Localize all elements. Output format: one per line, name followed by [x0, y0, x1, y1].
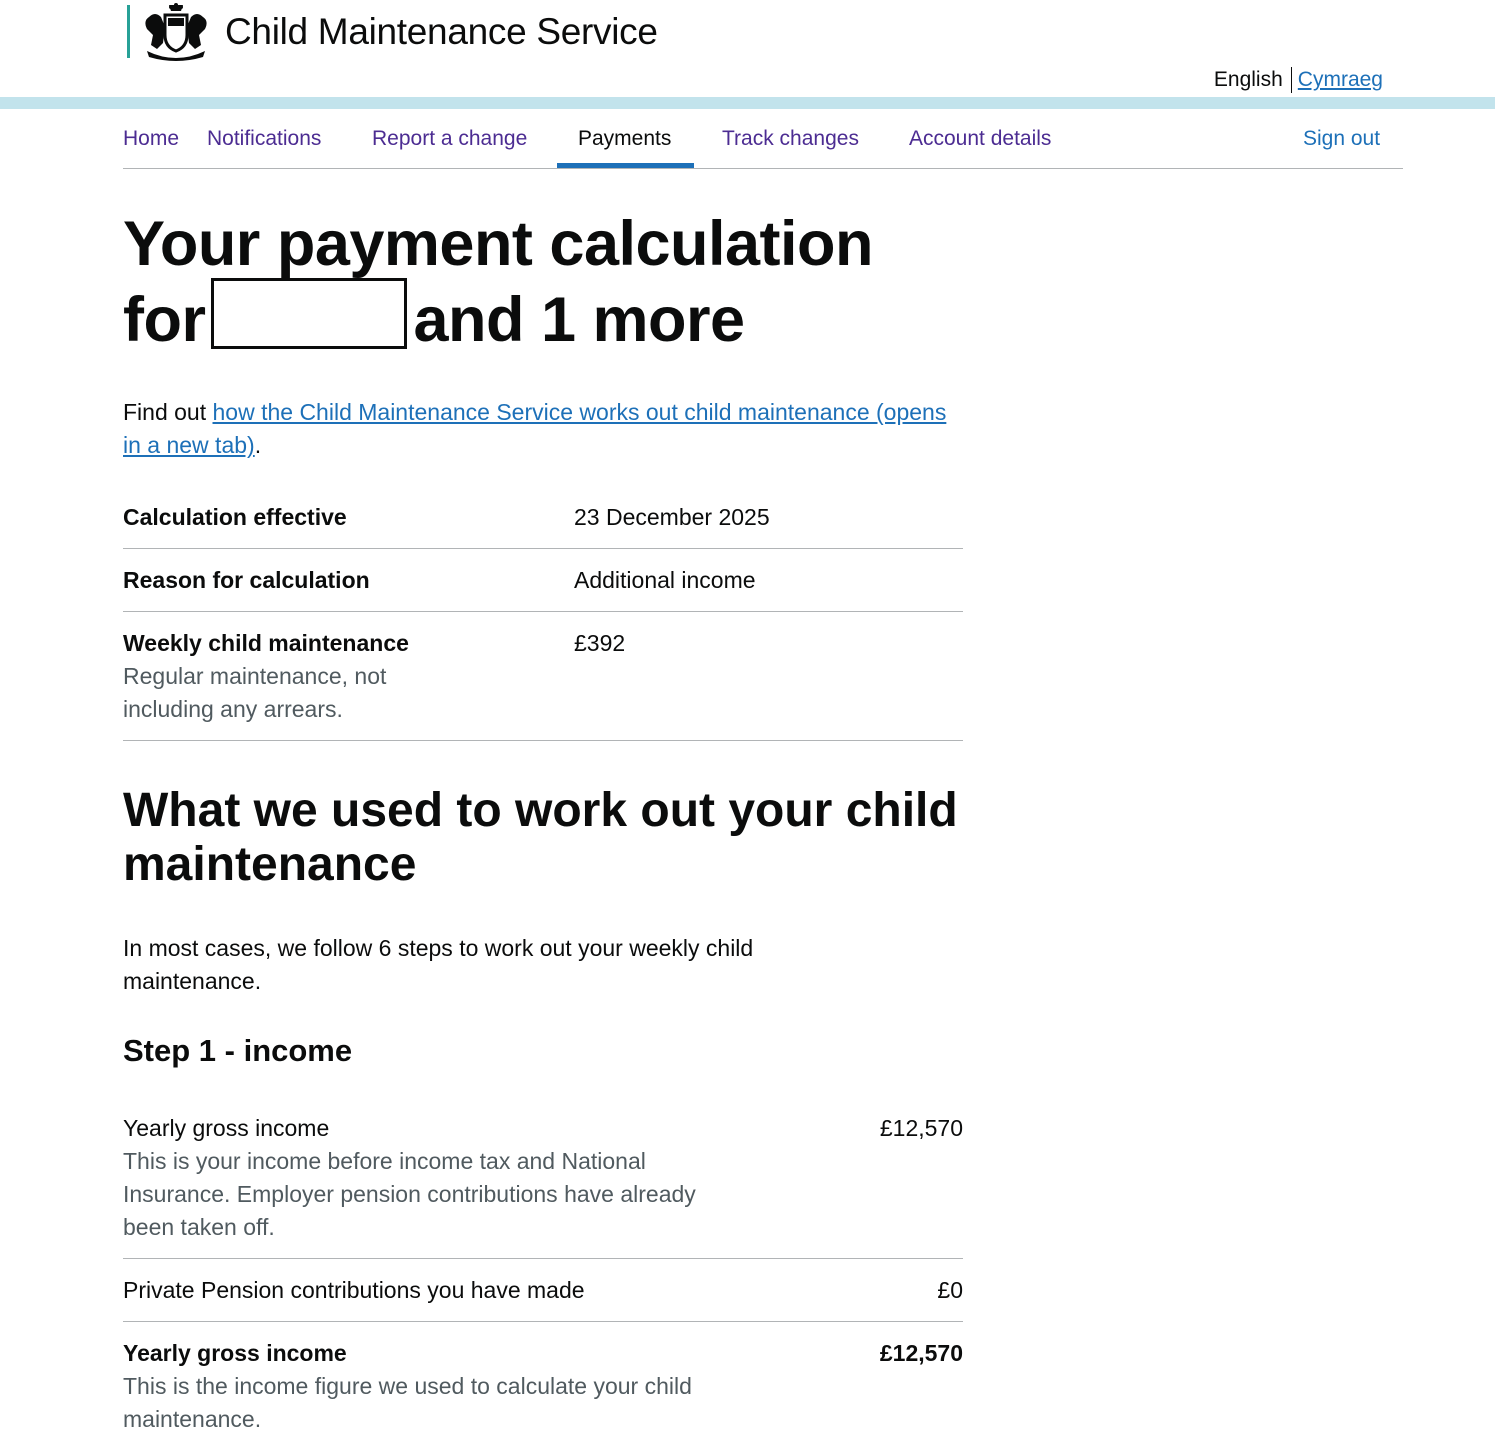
header-stripe [0, 97, 1495, 109]
nav-sign-out[interactable]: Sign out [1303, 127, 1381, 150]
step-value: £12,570 [879, 1115, 963, 1141]
service-name[interactable]: Child Maintenance Service [225, 11, 658, 52]
calculation-guide-link[interactable]: how the Child Maintenance Service works out child maintenance (opens in a new tab) [123, 399, 947, 458]
page-title-tail: and 1 more [413, 285, 745, 355]
nav-payments[interactable]: Payments [578, 127, 672, 150]
summary-key-text: Weekly child maintenance [123, 630, 409, 656]
summary-key [123, 501, 574, 534]
summary-value: 23 December 2025 [574, 504, 770, 530]
section-paragraph: In most cases, we follow 6 steps to work out your weekly child maintenance. [123, 935, 754, 994]
step1-row-yearly-gross-income [123, 1108, 963, 1259]
summary-key [123, 627, 574, 726]
nav-active-indicator [557, 163, 694, 168]
brand-bar [127, 5, 130, 58]
step-key-text: Private Pension contributions you have made [123, 1277, 585, 1303]
intro-prefix: Find out [123, 399, 213, 425]
nav-track-changes[interactable]: Track changes [722, 127, 859, 150]
summary-key [123, 564, 574, 597]
section-heading: What we used to work out your child maintenance [123, 784, 958, 891]
step-key [123, 1337, 723, 1436]
step-hint: This is the income figure we used to calculate your child maintenance. [123, 1373, 692, 1432]
summary-key-text: Reason for calculation [123, 567, 370, 593]
language-welsh-link[interactable]: Cymraeg [1297, 68, 1383, 91]
summary-value: Additional income [574, 567, 756, 593]
step-value: £12,570 [879, 1340, 963, 1366]
step-key [123, 1274, 723, 1307]
intro-suffix: . [254, 432, 262, 458]
primary-navigation [123, 109, 1403, 169]
nav-home[interactable]: Home [123, 127, 180, 150]
step1-row-yearly-gross-income-total [123, 1322, 963, 1450]
intro-paragraph [123, 396, 963, 462]
summary-key-text: Calculation effective [123, 504, 347, 530]
step-key-text: Yearly gross income [123, 1340, 347, 1366]
step1-row-private-pension [123, 1259, 963, 1322]
page-title [123, 210, 963, 354]
site-header [0, 0, 1495, 97]
nav-account-details[interactable]: Account details [909, 127, 1052, 150]
language-divider [1291, 67, 1292, 93]
nav-notifications[interactable]: Notifications [207, 127, 322, 150]
nav-report-a-change[interactable]: Report a change [372, 127, 528, 150]
language-current: English [1213, 68, 1283, 91]
redacted-child-name [211, 278, 407, 349]
summary-row-calculation-effective [123, 486, 963, 549]
summary-row-reason [123, 549, 963, 612]
step1-income-list [123, 1108, 963, 1450]
royal-coat-of-arms-icon[interactable] [141, 3, 211, 61]
language-switcher [1214, 67, 1383, 93]
summary-hint: Regular maintenance, not including any arrears. [123, 663, 387, 722]
summary-row-weekly-maintenance [123, 612, 963, 741]
calculation-summary-list [123, 486, 963, 741]
page-title-for: for [123, 285, 206, 355]
summary-value: £392 [574, 630, 626, 656]
step-value: £0 [937, 1277, 963, 1303]
step-key [123, 1112, 723, 1244]
step-heading: Step 1 - income [123, 1033, 353, 1068]
step-key-text: Yearly gross income [123, 1115, 330, 1141]
step-hint: This is your income before income tax and National Insurance. Employer pension contributions have already been taken off. [123, 1148, 696, 1240]
page-title-line1: Your payment calculation [123, 209, 873, 279]
